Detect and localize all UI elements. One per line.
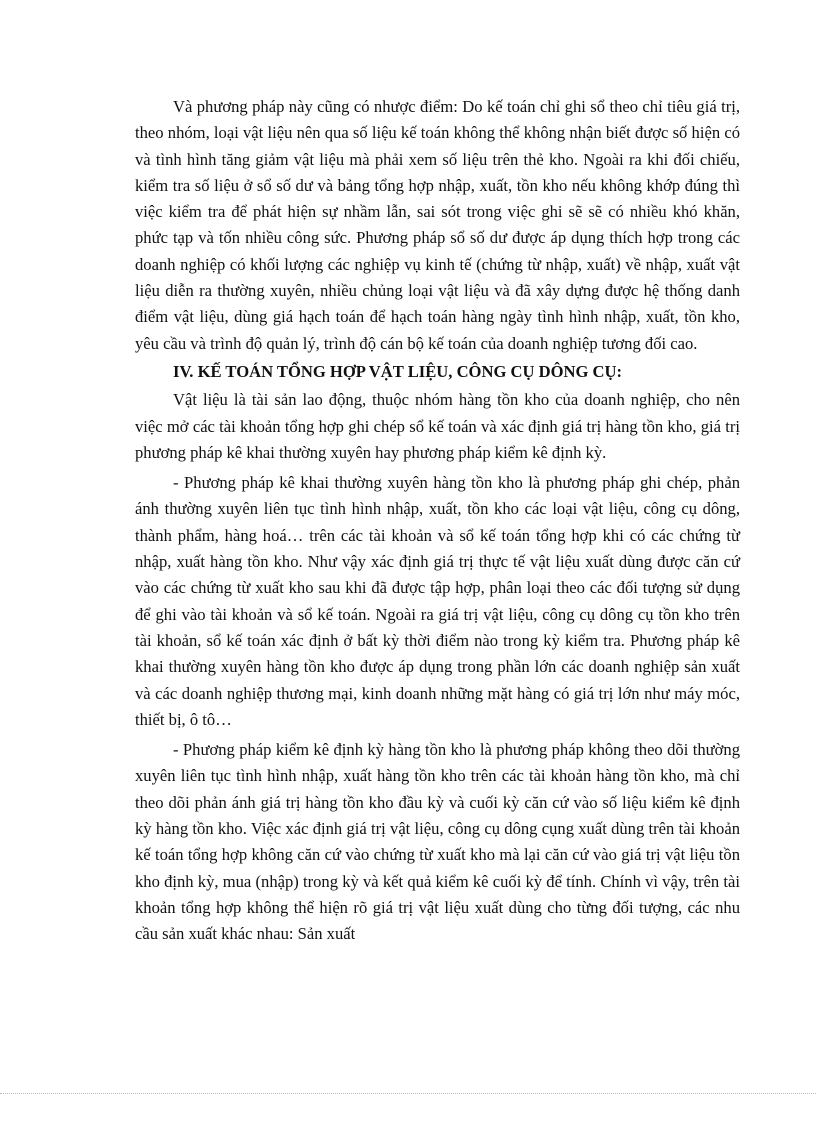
paragraph-so-so-du-drawbacks: Và phương pháp này cũng có nhược điểm: Do kế toán chỉ ghi sổ theo chỉ tiêu giá trị, theo nhóm, loại vật liệu nên qua số liệu kế toán không thể không nhận biết được số hiện có và tình hình tăng giảm vật liệu mà phải xem số liệu trên thẻ kho. Ngoài ra khi đối chiếu, kiểm tra số liệu ở sổ số dư và bảng tổng hợp nhập, xuất, tồn kho nếu không khớp đúng thì việc kiểm tra để phát hiện sự nhầm lẫn, sai sót trong việc ghi sẽ sẽ có nhiều khó khăn, phức tạp và tốn nhiều công sức. Phương pháp sổ số dư được áp dụng thích hợp trong các doanh nghiệp có khối lượng các nghiệp vụ kinh tế (chứng từ nhập, xuất) về nhập, xuất vật liệu diễn ra thường xuyên, nhiều chủng loại vật liệu và đã xây dựng được hệ thống danh điểm vật liệu, dùng giá hạch toán để hạch toán hàng ngày tình hình nhập, xuất, tồn kho, yêu cầu và trình độ quản lý, trình độ cán bộ kế toán của doanh nghiệp tương đối cao. — [135, 97, 740, 353]
section-heading-iv: IV. KẾ TOÁN TỔNG HỢP VẬT LIỆU, CÔNG CỤ DÔNG CỤ: — [173, 361, 623, 381]
document-body — [135, 94, 740, 948]
paragraph-kiem-ke-dinh-ky: - Phương pháp kiểm kê định kỳ hàng tồn kho là phương pháp không theo dõi thường xuyên liên tục tình hình nhập, xuất hàng tồn kho trên các tài khoản hàng tồn kho, mà chỉ theo dõi phản ánh giá trị hàng tồn kho đầu kỳ và cuối kỳ căn cứ vào số liệu kiểm kê định kỳ hàng tồn kho. Việc xác định giá trị vật liệu, công cụ dông cụng xuất dùng trên tài khoản kế toán tổng hợp không căn cứ vào chứng từ xuất kho mà lại căn cứ vào giá trị vật liệu tồn kho định kỳ, mua (nhập) trong kỳ và kết quả kiểm kê cuối kỳ để tính. Chính vì vậy, trên tài khoản tổng hợp không thể hiện rõ giá trị vật liệu xuất dùng cho từng đối tượng, các nhu cầu sản xuất khác nhau: Sản xuất — [135, 740, 740, 944]
page-bottom-divider — [0, 1093, 816, 1094]
paragraph-ke-khai-thuong-xuyen: - Phương pháp kê khai thường xuyên hàng tồn kho là phương pháp ghi chép, phản ánh thường xuyên liên tục tình hình nhập, xuất, tồn kho các loại vật liệu, công cụ dông, thành phẩm, hàng hoá… trên các tài khoản và sổ kế toán tổng hợp khi có các chứng từ nhập, xuất hàng tồn kho. Như vậy xác định giá trị thực tế vật liệu xuất dùng được căn cứ vào các chứng từ xuất kho sau khi đã được tập hợp, phân loại theo các đối tượng sử dụng để ghi vào tài khoản và sổ kế toán. Ngoài ra giá trị vật liệu, công cụ dông cụ tồn kho trên tài khoản, sổ kế toán xác định ở bất kỳ thời điểm nào trong kỳ kiểm tra. Phương pháp kê khai thường xuyên hàng tồn kho được áp dụng trong phần lớn các doanh nghiệp sản xuất và các doanh nghiệp thương mại, kinh doanh những mặt hàng có giá trị lớn như máy móc, thiết bị, ô tô… — [135, 473, 740, 729]
paragraph-vat-lieu-intro: Vật liệu là tài sản lao động, thuộc nhóm hàng tồn kho của doanh nghiệp, cho nên việc mở các tài khoản tổng hợp ghi chép sổ kế toán và xác định giá trị hàng tồn kho, giá trị phương pháp kê khai thường xuyên hay phương pháp kiểm kê định kỳ. — [135, 390, 740, 462]
